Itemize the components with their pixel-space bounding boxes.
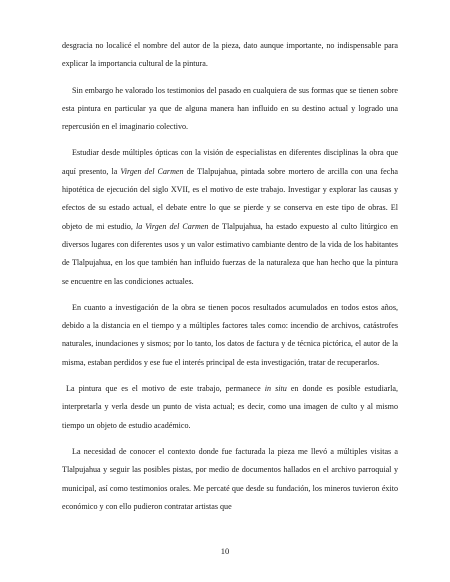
italic-text: Virgen del Carmen	[120, 166, 184, 176]
paragraph	[62, 82, 398, 137]
italic-text: la Virgen del Carmen	[135, 221, 209, 231]
paragraph	[62, 144, 398, 290]
paragraph	[62, 443, 398, 516]
text-run: La necesidad de conocer el contexto donde fue facturada la pieza me llevó a múltiples visitas a Tlalpujahua y seguir las posibles pistas, por medio de documentos hallados en el archivo parroquial y municipal, así como testimonios orales. Me percaté que desde su fundación, los mineros tuvieron éxito económico y con ello pudieron contratar artistas que	[62, 446, 398, 511]
text-run: en donde es posible estudiarla, interpretarla y verla desde un punto de vista actual; es decir, como una imagen de culto y al mismo tiempo un objeto de estudio académico.	[62, 384, 398, 430]
body-text	[62, 37, 398, 524]
italic-text: in situ	[264, 384, 287, 394]
page-number: 10	[220, 546, 230, 556]
paragraph	[62, 37, 398, 74]
text-run: de Tlalpujahua, ha estado expuesto al culto litúrgico en diversos lugares con diferentes usos y un valor estimativo cambiante dentro de la vida de los habitantes de Tlalpujahua, en los que también han influido fuerzas de la naturaleza que han hecho que la pintura se encuentre en las condiciones actuales.	[62, 221, 398, 286]
paragraph	[62, 380, 398, 435]
paragraph	[62, 299, 398, 372]
text-run: desgracia no localicé el nombre del autor de la pieza, dato aunque importante, no indispensable para explicar la importancia cultural de la pintura.	[62, 41, 398, 69]
text-run: Estudiar desde múltiples ópticas con la visión de especialistas en diferentes disciplinas la obra que aquí presento, la	[62, 148, 398, 176]
text-run: La pintura que es el motivo de este trabajo, permanece	[66, 384, 265, 394]
text-run: de Tlalpujahua, pintada sobre mortero de arcilla con una fecha hipotética de ejecución del siglo XVII, es el motivo de este trabajo. Investigar y explorar las causas y efectos de su estado actual, el debate entre lo que se pierde y se conserva en este tipo de obras. El objeto de mi estudio,	[62, 166, 398, 231]
text-run: En cuanto a investigación de la obra se tienen pocos resultados acumulados en todos estos años, debido a la distancia en el tiempo y a múltiples factores tales como: incendio de archivos, catástrofes naturales, inundaciones y sismos; por lo tanto, los datos de factura y de técnica pictórica, el autor de la misma, estaban perdidos y ese fue el interés principal de esta investigación, tratar de recuperarlos.	[62, 302, 398, 367]
text-run: Sin embargo he valorado los testimonios del pasado en cualquiera de sus formas que se tienen sobre esta pintura en particular ya que de alguna manera han influido en su destino actual y logrado una repercusión en el imaginario colectivo.	[62, 85, 398, 132]
